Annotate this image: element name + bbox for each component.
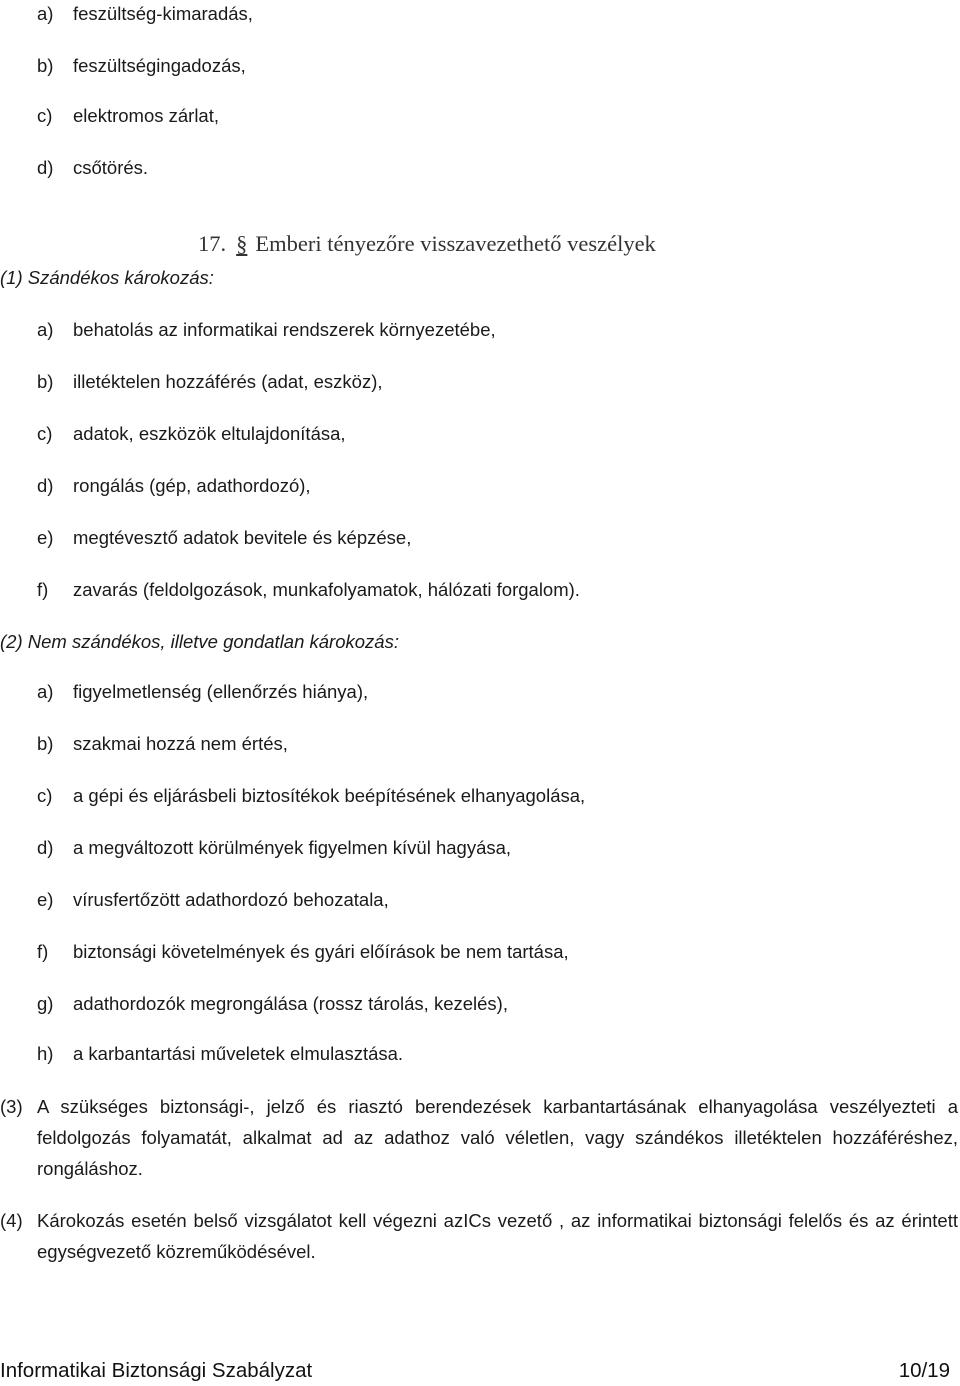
list-item-label: g) [37,993,54,1014]
list-item-label: c) [37,785,53,806]
list-item-label: f) [37,941,49,962]
list-item-text: rongálás (gép, adathordozó), [73,475,311,496]
section-heading [198,230,656,258]
list-item-text: megtévesztő adatok bevitele és képzése, [73,527,412,548]
list-item-text: szakmai hozzá nem értés, [73,733,288,754]
list-item-text: illetéktelen hozzáférés (adat, eszköz), [73,371,383,392]
subsection-title: (1) Szándékos károkozás: [0,267,214,288]
list-item-label: d) [37,157,54,178]
paragraph-number: (3) [0,1096,23,1117]
list-item-text: adathordozók megrongálása (rossz tárolás, kezelés), [73,993,508,1014]
list-item-label: d) [37,475,54,496]
list-item-text: behatolás az informatikai rendszerek környezetébe, [73,319,496,340]
list-item-text: biztonsági követelmények és gyári előírások be nem tartása, [73,941,569,962]
list-item-label: b) [37,55,54,76]
list-item-label: e) [37,889,54,910]
list-item-label: c) [37,423,53,444]
list-item-text: feszültségingadozás, [73,55,246,76]
list-item-label: a) [37,681,54,702]
paragraph [0,1091,958,1184]
list-item-label: c) [37,105,53,126]
list-item-text: figyelmetlenség (ellenőrzés hiánya), [73,681,369,702]
list-item-label: d) [37,837,54,858]
list-item-text: zavarás (feldolgozások, munkafolyamatok, hálózati forgalom). [73,579,580,600]
list-item-text: elektromos zárlat, [73,105,219,126]
paragraph [0,1205,958,1267]
list-item-text: a megváltozott körülmények figyelmen kívül hagyása, [73,837,512,858]
section-title: Emberi tényezőre visszavezethető veszélyek [255,231,656,256]
list-item-text: vírusfertőzött adathordozó behozatala, [73,889,389,910]
list-item-label: b) [37,733,54,754]
subsection-title: (2) Nem szándékos, illetve gondatlan károkozás: [0,631,399,652]
list-item-text: adatok, eszközök eltulajdonítása, [73,423,346,444]
list-item-label: b) [37,371,54,392]
list-item-text: csőtörés. [73,157,149,178]
paragraph-number: (4) [0,1210,23,1231]
section-symbol: § [236,231,248,256]
list-item-label: h) [37,1043,54,1064]
footer-title: Informatikai Biztonsági Szabályzat [0,1359,313,1382]
list-item-text: a gépi és eljárásbeli biztosítékok beépítésének elhanyagolása, [73,785,586,806]
section-number: 17. [198,231,227,256]
paragraph-text: Károkozás esetén belső vizsgálatot kell végezni azICs vezető , az informatikai biztonsági felelős és az érintett egységvezető közreműködésével. [37,1210,958,1262]
list-item-text: a karbantartási műveletek elmulasztása. [73,1043,404,1064]
paragraph-text: A szükséges biztonsági-, jelző és riasztó berendezések karbantartásának elhanyagolása veszélyezteti a feldolgozás folyamatát, alkalmat ad az adathoz való véletlen, vagy szándékos illetéktelen hozzáféréshez, rongáláshoz. [37,1096,958,1179]
page-number: 10/19 [898,1359,950,1382]
list-item-text: feszültség-kimaradás, [73,3,253,24]
list-item-label: a) [37,3,54,24]
list-item-label: a) [37,319,54,340]
list-item-label: f) [37,579,49,600]
list-item-label: e) [37,527,54,548]
